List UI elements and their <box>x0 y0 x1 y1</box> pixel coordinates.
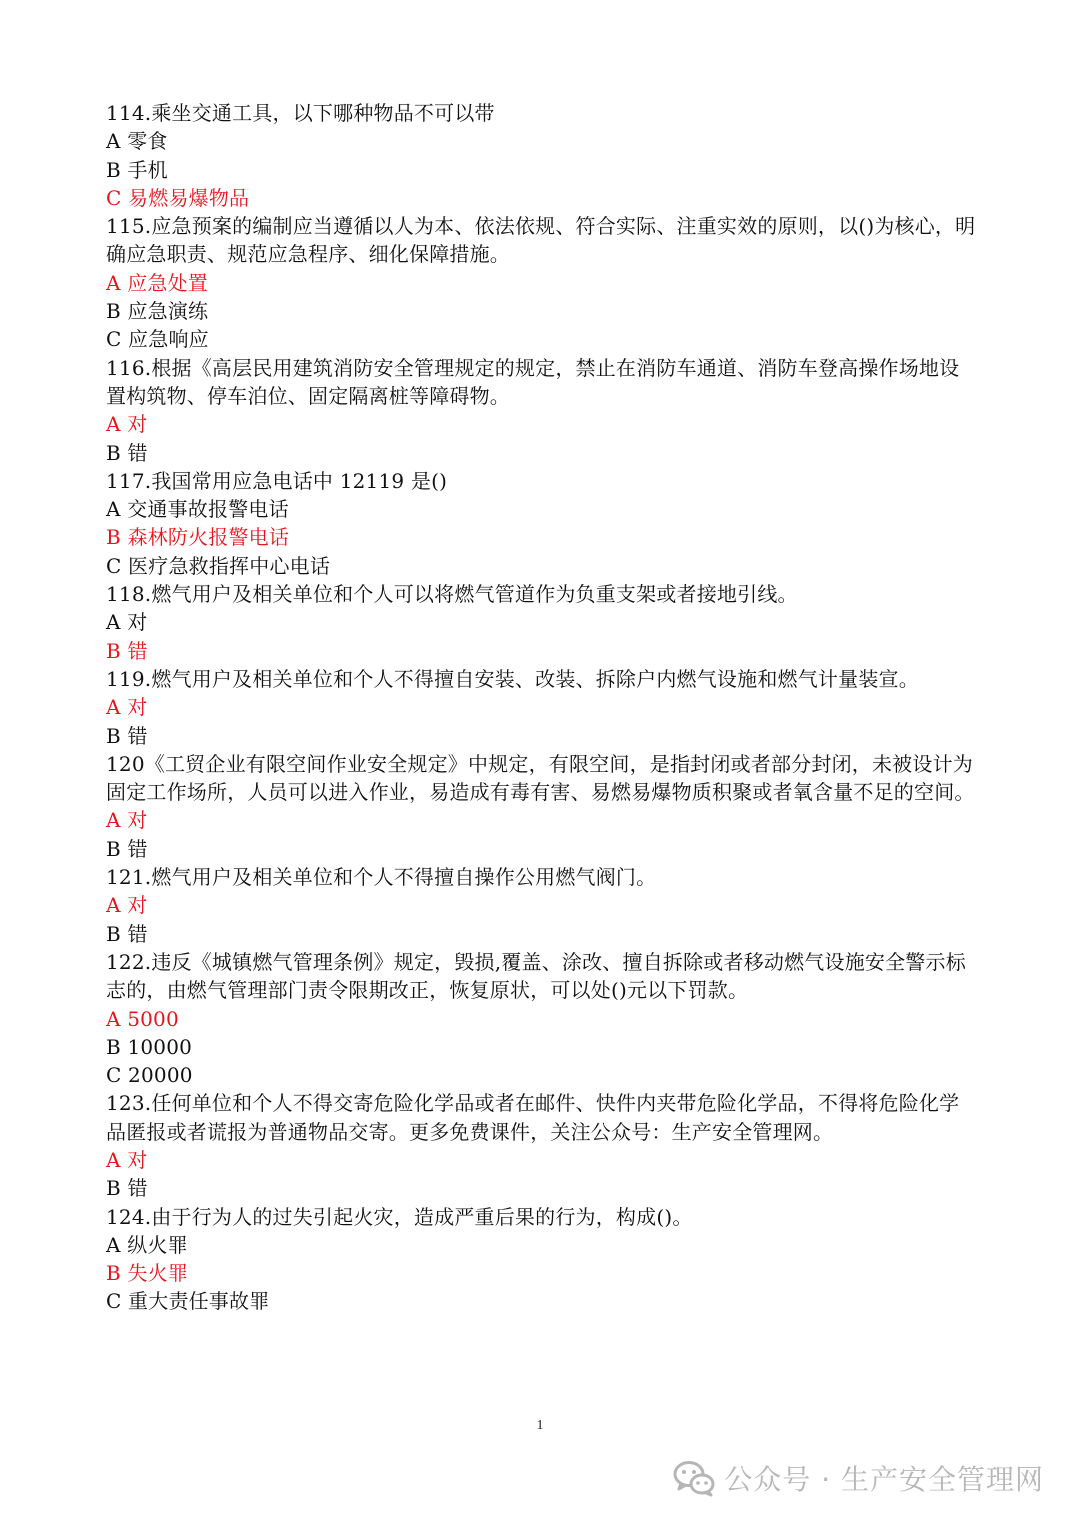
correct-option: B 失火罪 <box>106 1261 189 1286</box>
question-block <box>106 665 976 750</box>
question-stem: 115.应急预案的编制应当遵循以人为本、依法依规、符合实际、注重实效的原则，以()为核心，明确应急职责、规范应急程序、细化保障措施。 <box>106 214 976 267</box>
question-block <box>106 863 976 948</box>
option: A 纵火罪 <box>106 1232 188 1257</box>
option: B 错 <box>106 1176 148 1201</box>
question-stem: 122.违反《城镇燃气管理条例》规定，毁损,覆盖、涂改、擅自拆除或者移动燃气设施安全警示标志的，由燃气管理部门责令限期改正，恢复原状，可以处()元以下罚款。 <box>106 949 966 1003</box>
option: B 10000 <box>106 1034 193 1059</box>
option: B 手机 <box>106 157 168 182</box>
option: B 应急演练 <box>106 299 209 324</box>
option: A 交通事故报警电话 <box>106 497 289 522</box>
question-stem: 123.任何单位和个人不得交寄危险化学品或者在邮件、快件内夹带危险化学品，不得将危险化学品匿报或者谎报为普通物品交寄。更多免费课件，关注公众号：生产安全管理网。 <box>106 1091 960 1144</box>
option: C 20000 <box>106 1063 193 1088</box>
correct-option: A 5000 <box>106 1006 179 1031</box>
question-block <box>106 467 976 580</box>
question-block <box>106 212 976 353</box>
question-stem: 117.我国常用应急电话中 12119 是() <box>106 468 448 493</box>
question-stem: 119.燃气用户及相关单位和个人不得擅自安装、改装、拆除户内燃气设施和燃气计量装宣。 <box>106 666 919 691</box>
correct-option: B 错 <box>106 638 148 663</box>
option: A 对 <box>106 610 148 635</box>
correct-option: A 对 <box>106 1147 148 1172</box>
question-stem: 114.乘坐交通工具，以下哪种物品不可以带 <box>106 101 495 125</box>
question-stem: 120《工贸企业有限空间作业安全规定》中规定，有限空间，是指封闭或者部分封闭，未被设计为固定工作场所，人员可以进入作业，易造成有毒有害、易燃易爆物质积聚或者氧含量不足的空间。 <box>106 751 975 805</box>
option: B 错 <box>106 836 148 861</box>
option: C 应急响应 <box>106 327 209 352</box>
correct-option: A 应急处置 <box>106 270 209 295</box>
option: B 错 <box>106 921 148 946</box>
question-block <box>106 99 976 212</box>
page-number: 1 <box>536 1418 544 1433</box>
option: C 医疗急救指挥中心电话 <box>106 553 331 578</box>
question-block <box>106 1089 976 1202</box>
option: B 错 <box>106 723 148 748</box>
wechat-watermark <box>672 1458 1044 1498</box>
question-block <box>106 948 976 1089</box>
question-block <box>106 750 976 863</box>
option: B 错 <box>106 440 148 465</box>
correct-option: A 对 <box>106 412 148 437</box>
document-body <box>106 99 976 1316</box>
watermark-text: 公众号 · 生产安全管理网 <box>724 1463 1044 1496</box>
option: A 零食 <box>106 129 168 154</box>
correct-option: A 对 <box>106 893 148 918</box>
correct-option: C 易燃易爆物品 <box>106 185 250 210</box>
question-block <box>106 354 976 467</box>
wechat-icon <box>672 1458 716 1498</box>
question-stem: 116.根据《高层民用建筑消防安全管理规定的规定，禁止在消防车通道、消防车登高操作场地设置构筑物、停车泊位、固定隔离桩等障碍物。 <box>106 355 960 408</box>
correct-option: B 森林防火报警电话 <box>106 525 290 550</box>
option: C 重大责任事故罪 <box>106 1289 270 1314</box>
question-stem: 121.燃气用户及相关单位和个人不得擅自操作公用燃气阀门。 <box>106 865 657 890</box>
question-stem: 124.由于行为人的过失引起火灾，造成严重后果的行为，构成()。 <box>106 1204 693 1229</box>
question-stem: 118.燃气用户及相关单位和个人可以将燃气管道作为负重支架或者接地引线。 <box>106 582 798 607</box>
correct-option: A 对 <box>106 695 148 720</box>
question-block <box>106 1203 976 1316</box>
question-block <box>106 580 976 665</box>
correct-option: A 对 <box>106 808 148 833</box>
